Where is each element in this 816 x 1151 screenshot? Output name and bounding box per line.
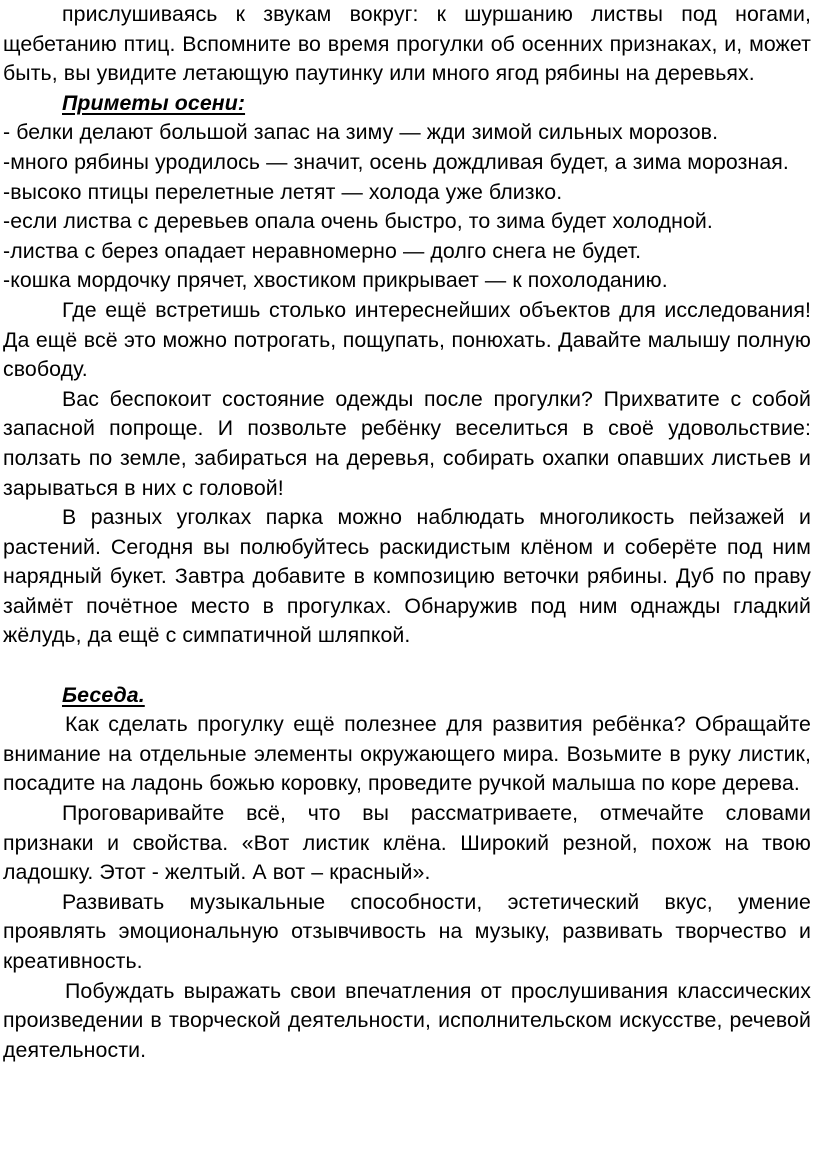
music-paragraph: Развивать музыкальные способности, эстетический вкус, умение проявлять эмоциональную отзывчивость на музыку, развивать творчество и креативность.: [3, 889, 811, 973]
intro-paragraph: прислушиваясь к звукам вокруг: к шуршанию листвы под ногами, щебетанию птиц. Вспомните во время прогулки об осенних признаках, и, может быть, вы увидите летающую паутинку или много ягод рябины на деревьях.: [3, 2, 811, 86]
blank-line: [3, 651, 811, 681]
signs-heading: Приметы осени:: [62, 90, 246, 115]
list-item: -высоко птицы перелетные летят — холода уже близко.: [3, 179, 563, 204]
list-item: - белки делают большой запас на зиму — жди зимой сильных морозов.: [3, 120, 719, 145]
list-item: -много рябины уродилось — значит, осень дождливая будет, а зима морозная.: [3, 149, 789, 174]
list-item: -если листва с деревьев опала очень быстро, то зима будет холодной.: [3, 209, 713, 234]
talk-heading: Беседа.: [62, 682, 145, 707]
clothing-paragraph: Вас беспокоит состояние одежды после прогулки? Прихватите с собой запасной попроще. И позвольте ребёнку веселиться в своё удовольствие: ползать по земле, забираться на деревья, собирать охапки опавших листьев и зарываться в них с головой!: [3, 386, 811, 500]
signs-list: [3, 118, 811, 296]
development-paragraph: Как сделать прогулку ещё полезнее для развития ребёнка? Обращайте внимание на отдельные элементы окружающего мира. Возьмите в руку листик, посадите на ладонь божью коровку, проведите ручкой малыша по коре дерева.: [3, 712, 811, 796]
speaking-paragraph: Проговаривайте всё, что вы рассматриваете, отмечайте словами признаки и свойства. «Вот листик клёна. Широкий резной, похож на твою ладошку. Этот - желтый. А вот – красный».: [3, 801, 811, 885]
list-item: -листва с берез опадает неравномерно — долго снега не будет.: [3, 238, 642, 263]
impressions-paragraph: Побуждать выражать свои впечатления от прослушивания классических произведении в творческой деятельности, исполнительском искусстве, речевой деятельности.: [3, 978, 811, 1062]
park-paragraph: В разных уголках парка можно наблюдать многоликость пейзажей и растений. Сегодня вы полюбуйтесь раскидистым клёном и соберёте под ним нарядный букет. Завтра добавите в композицию веточки рябины. Дуб по праву займёт почётное место в прогулках. Обнаружив под ним однажды гладкий жёлудь, да ещё с симпатичной шляпкой.: [3, 505, 811, 648]
document-page: [3, 0, 811, 1065]
list-item: -кошка мордочку прячет, хвостиком прикрывает — к похолоданию.: [3, 268, 668, 293]
research-paragraph: Где ещё встретишь столько интереснейших объектов для исследования! Да ещё всё это можно потрогать, пощупать, понюхать. Давайте малышу полную свободу.: [3, 297, 811, 382]
